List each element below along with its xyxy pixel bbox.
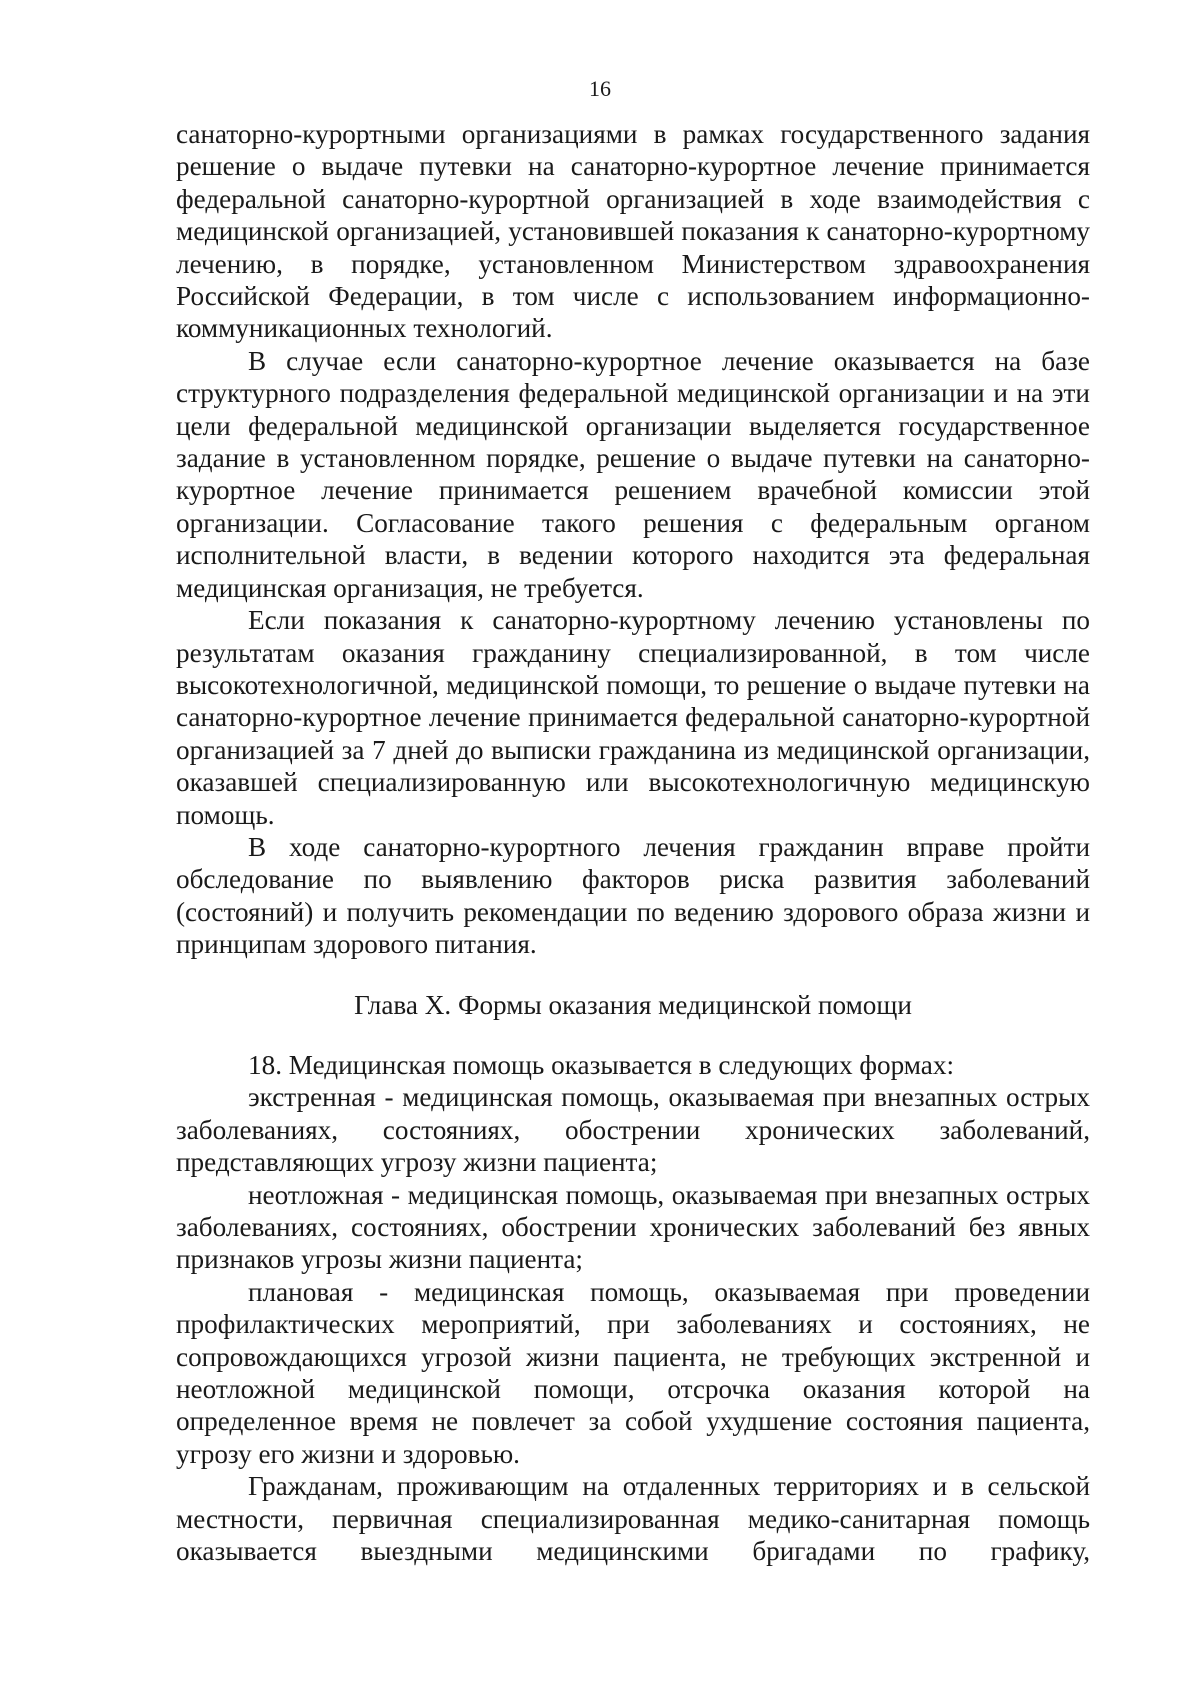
paragraph-continuation: санаторно-курортными организациями в рамках государственного задания решение о выдаче путевки на санаторно-курортное лечение принимается федеральной санаторно-курортной организацией в ходе взаимодействия с медицинской организацией, установившей показания к санаторно-курортному лечению, в порядке, установленном Министерством здравоохранения Российской Федерации, в том числе с использованием информационно-коммуникационных технологий.: [176, 119, 1090, 344]
form-planned: плановая - медицинская помощь, оказываемая при проведении профилактических мероприятий, при заболеваниях и состояниях, не сопровождающихся угрозой жизни пациента, не требующих экстренной и неотложной медицинской помощи, отсрочка оказания которой на определенное время не повлечет за собой ухудшение состояния пациента, угрозу его жизни и здоровью.: [176, 1276, 1090, 1469]
paragraph-specialized-care: Если показания к санаторно-курортному лечению установлены по результатам оказания гражданину специализированной, в том числе высокотехнологичной, медицинской помощи, то решение о выдаче путевки на санаторно-курортное лечение принимается федеральной санаторно-курортной организацией за 7 дней до выписки гражданина из медицинской организации, оказавшей специализированную или высокотехнологичную медицинскую помощь.: [176, 605, 1090, 830]
paragraph-risk-screening: В ходе санаторно-курортного лечения гражданин вправе пройти обследование по выявлению факторов риска развития заболеваний (состояний) и получить рекомендации по ведению здорового образа жизни и принципам здорового питания.: [176, 831, 1090, 960]
form-emergency: экстренная - медицинская помощь, оказываемая при внезапных острых заболеваниях, состояниях, обострении хронических заболеваний, представляющих угрозу жизни пациента;: [176, 1082, 1090, 1178]
paragraph-structural-division: В случае если санаторно-курортное лечение оказывается на базе структурного подразделения федеральной медицинской организации и на эти цели федеральной медицинской организации выделяется государственное задание в установленном порядке, решение о выдаче путевки на санаторно-курортное лечение принимается решением врачебной комиссии этой организации. Согласование такого решения с федеральным органом исполнительной власти, в ведении которого находится эта федеральная медицинская организация, не требуется.: [176, 345, 1090, 603]
paragraph-rural-care: Гражданам, проживающим на отдаленных территориях и в сельской местности, первичная специализированная медико-санитарная помощь оказывается выездными медицинскими бригадами по графику,: [176, 1471, 1090, 1567]
form-urgent: неотложная - медицинская помощь, оказываемая при внезапных острых заболеваниях, состояниях, обострении хронических заболеваний без явных признаков угрозы жизни пациента;: [176, 1179, 1090, 1275]
chapter-heading: Глава X. Формы оказания медицинской помощи: [354, 989, 912, 1020]
document-body: [176, 118, 1090, 1567]
page-number: 16: [589, 76, 611, 101]
section-18-intro: 18. Медицинская помощь оказывается в следующих формах:: [248, 1049, 954, 1080]
